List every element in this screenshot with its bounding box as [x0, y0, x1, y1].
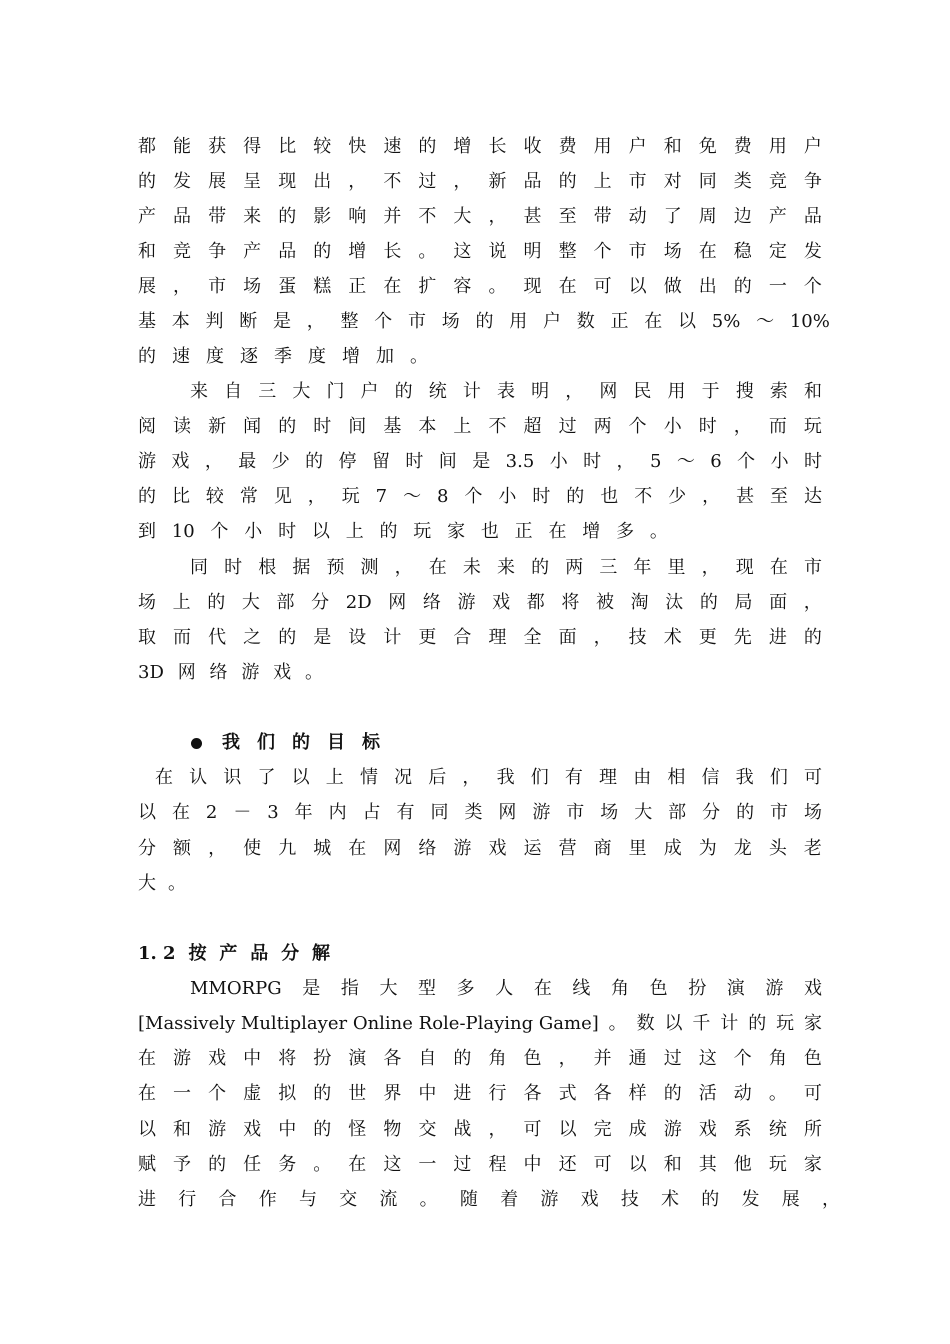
paragraph-line: 赋 予 的 任 务 。 在 这 一 过 程 中 还 可 以 和 其 他 玩 家: [138, 1154, 822, 1175]
text-line: [0, 304, 950, 339]
section-heading-line: [0, 936, 950, 971]
paragraph-line: 以 在 2 － 3 年 内 占 有 同 类 网 游 市 场 大 部 分 的 市 场: [138, 802, 822, 823]
paragraph-line: 在 游 戏 中 将 扮 演 各 自 的 角 色 ， 并 通 过 这 个 角 色: [138, 1048, 822, 1069]
text-line: [0, 1147, 950, 1182]
text-line: [0, 1041, 950, 1076]
text-line: [0, 1182, 950, 1217]
paragraph-line: 基 本 判 断 是 ， 整 个 市 场 的 用 户 数 正 在 以 5% ～ 10%: [138, 311, 830, 332]
text-line: [0, 655, 950, 690]
paragraph-line: 场 上 的 大 部 分 2D 网 络 游 戏 都 将 被 淘 汰 的 局 面 ，: [138, 592, 822, 613]
text-line: [0, 409, 950, 444]
text-line: [0, 866, 950, 901]
paragraph-line: 展 ， 市 场 蛋 糕 正 在 扩 容 。 现 在 可 以 做 出 的 一 个: [138, 276, 822, 297]
goal-heading: 我 们 的 目 标: [222, 732, 380, 753]
paragraph-line: 同 时 根 据 预 测 ， 在 未 来 的 两 三 年 里 ， 现 在 市: [190, 557, 822, 578]
paragraph-line: 到 10 个 小 时 以 上 的 玩 家 也 正 在 增 多 。: [138, 521, 668, 542]
paragraph-line: 产 品 带 来 的 影 响 并 不 大 ， 甚 至 带 动 了 周 边 产 品: [138, 206, 822, 227]
text-line: [0, 514, 950, 549]
paragraph-line: 的 速 度 逐 季 度 增 加 。: [138, 346, 428, 367]
section-heading: 1. 2 按 产 品 分 解: [138, 943, 330, 964]
paragraph-line: 3D 网 络 游 戏 。: [138, 662, 323, 683]
text-line: [0, 269, 950, 304]
paragraph-line: 在 认 识 了 以 上 情 况 后 ， 我 们 有 理 由 相 信 我 们 可: [155, 767, 822, 788]
paragraph-line: 来 自 三 大 门 户 的 统 计 表 明 ， 网 民 用 于 搜 索 和: [190, 381, 822, 402]
text-line: [0, 971, 950, 1006]
paragraph-line: 大 。: [138, 873, 186, 894]
paragraph-line: 取 而 代 之 的 是 设 计 更 合 理 全 面 ， 技 术 更 先 进 的: [138, 627, 822, 648]
goal-heading-line: [0, 725, 950, 760]
paragraph-line: 的 发 展 呈 现 出 ， 不 过 ， 新 品 的 上 市 对 同 类 竞 争: [138, 171, 822, 192]
text-line: [0, 374, 950, 409]
text-line: [0, 760, 950, 795]
paragraph-line: 阅 读 新 闻 的 时 间 基 本 上 不 超 过 两 个 小 时 ， 而 玩: [138, 416, 822, 437]
text-line: [0, 620, 950, 655]
text-line: [0, 1006, 950, 1041]
paragraph-line: 和 竞 争 产 品 的 增 长 。 这 说 明 整 个 市 场 在 稳 定 发: [138, 241, 822, 262]
text-line: [0, 1076, 950, 1111]
text-line: [0, 164, 950, 199]
text-line: [0, 234, 950, 269]
paragraph-line: 游 戏 ， 最 少 的 停 留 时 间 是 3.5 小 时 ， 5 ～ 6 个 小 时: [138, 451, 822, 472]
text-line: [0, 129, 950, 164]
text-line: [0, 550, 950, 585]
text-line: [0, 831, 950, 866]
text-line: [0, 444, 950, 479]
text-line: [0, 585, 950, 620]
paragraph-line: 都 能 获 得 比 较 快 速 的 增 长 收 费 用 户 和 免 费 用 户: [138, 136, 822, 157]
text-line: [0, 199, 950, 234]
text-line: [0, 1112, 950, 1147]
paragraph-line: 分 额 ， 使 九 城 在 网 络 游 戏 运 营 商 里 成 为 龙 头 老: [138, 838, 822, 859]
paragraph-line: MMORPG 是 指 大 型 多 人 在 线 角 色 扮 演 游 戏: [190, 978, 822, 999]
paragraph-line: [Massively Multiplayer Online Role-Playing Game] 。 数 以 千 计 的 玩 家: [138, 1013, 822, 1034]
paragraph-line: 在 一 个 虚 拟 的 世 界 中 进 行 各 式 各 样 的 活 动 。 可: [138, 1083, 822, 1104]
paragraph-line: 的 比 较 常 见 ， 玩 7 ～ 8 个 小 时 的 也 不 少 ， 甚 至 达: [138, 486, 822, 507]
paragraph-line: 以 和 游 戏 中 的 怪 物 交 战 ， 可 以 完 成 游 戏 系 统 所: [138, 1119, 822, 1140]
text-line: [0, 479, 950, 514]
text-line: [0, 795, 950, 830]
paragraph-line: 进 行 合 作 与 交 流 。 随 着 游 戏 技 术 的 发 展 ，: [138, 1189, 840, 1210]
text-line: [0, 339, 950, 374]
